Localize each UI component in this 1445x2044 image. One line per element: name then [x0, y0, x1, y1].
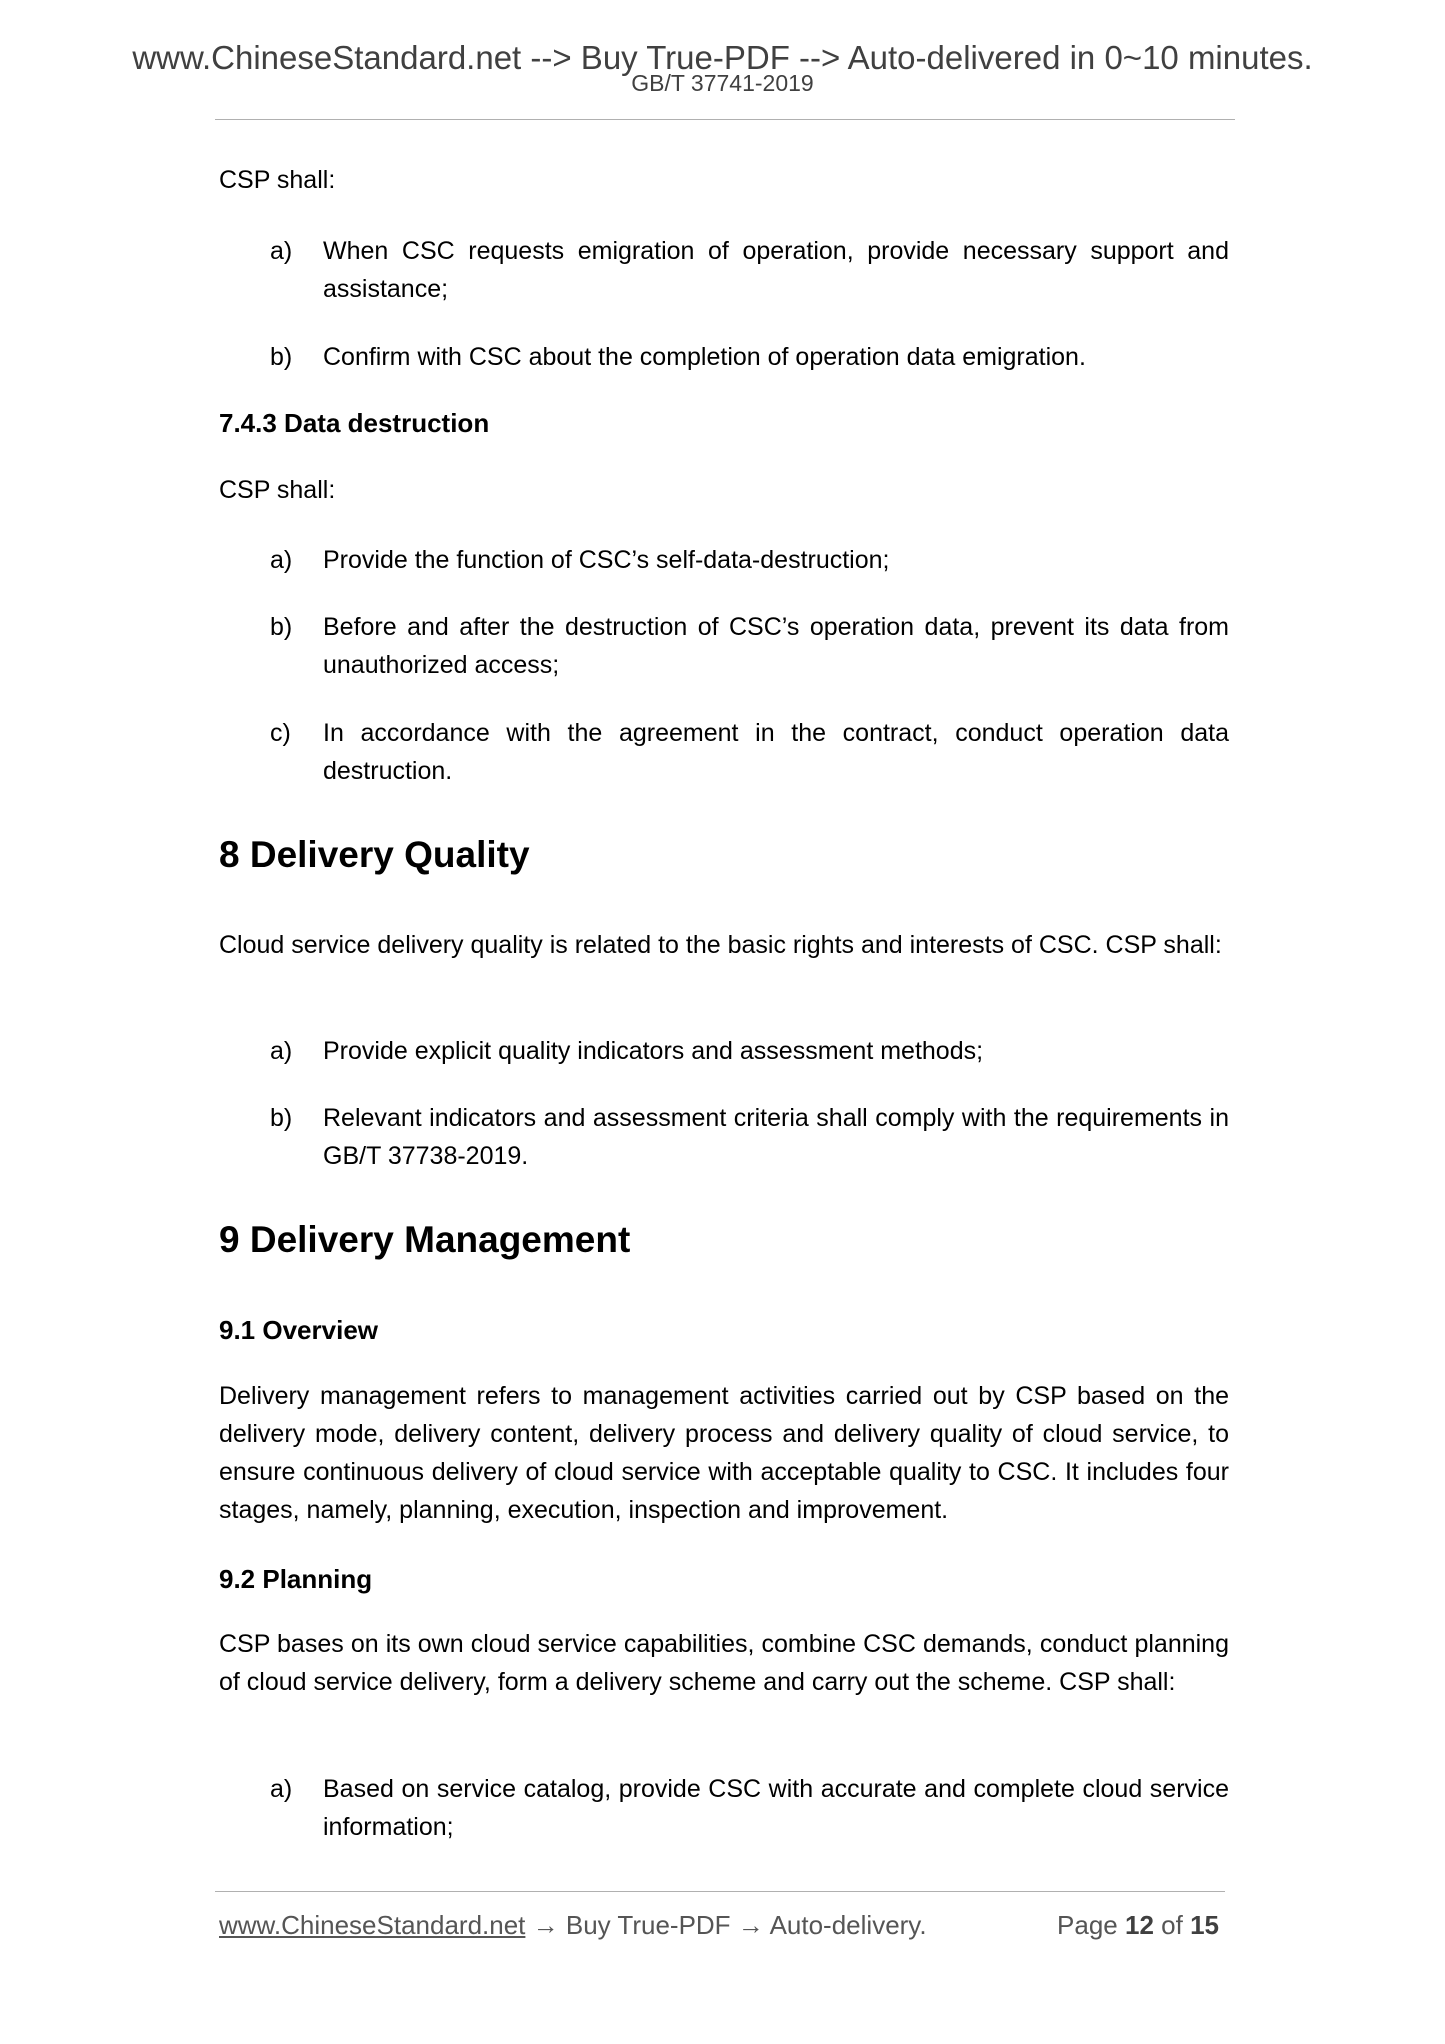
list-item: [270, 608, 1229, 684]
page-number: [1057, 1910, 1219, 1940]
section-heading-7-4-3: 7.4.3 Data destruction: [219, 408, 490, 438]
list-item-label: a): [270, 1037, 293, 1065]
list-item-label: b): [270, 613, 293, 641]
list-item-label: b): [270, 1104, 293, 1132]
standard-code: GB/T 37741-2019: [631, 70, 814, 96]
paragraph-planning: CSP bases on its own cloud service capabilities, combine CSC demands, conduct planning of cloud service delivery, form a delivery scheme and carry out the scheme. CSP shall:: [219, 1630, 1229, 1696]
list-item: [270, 714, 1229, 790]
footer-promo-text: → Buy True-PDF → Auto-delivery.: [525, 1910, 927, 1940]
section-heading-9: 9 Delivery Management: [219, 1219, 631, 1260]
list-item: [270, 541, 1229, 579]
list-item: [270, 1770, 1229, 1846]
list-item-label: a): [270, 1775, 293, 1803]
list-item-label: c): [270, 719, 291, 747]
list-item-text: Provide the function of CSC’s self-data-destruction;: [323, 546, 890, 574]
page-word: Page: [1057, 1910, 1118, 1940]
paragraph-delivery-quality: Cloud service delivery quality is related to the basic rights and interests of CSC. CSP shall:: [219, 931, 1222, 959]
page-footer: [219, 1910, 1229, 1940]
paragraph-overview: Delivery management refers to management activities carried out by CSP based on the delivery mode, delivery content, delivery process and delivery quality of cloud service, to ensure continuous delivery of cloud service with acceptable quality to CSC. It includes four stages, namely, planning, execution, inspection and improvement.: [219, 1382, 1229, 1524]
page-total: 15: [1190, 1910, 1219, 1940]
list-item-text: Confirm with CSC about the completion of operation data emigration.: [323, 343, 1086, 371]
list-item: [270, 1032, 1229, 1070]
list-item-text: Provide explicit quality indicators and assessment methods;: [323, 1037, 984, 1065]
list-item-label: a): [270, 546, 293, 574]
list-item: [270, 338, 1229, 376]
list-item-text: Before and after the destruction of CSC’s operation data, prevent its data from unauthorized access;: [323, 613, 1229, 679]
section-heading-9-1: 9.1 Overview: [219, 1315, 378, 1345]
page-current: 12: [1125, 1910, 1154, 1940]
list-item: [270, 232, 1229, 308]
top-banner: www.ChineseStandard.net --> Buy True-PDF --> Auto-delivered in 0~10 minutes.: [132, 39, 1313, 76]
footer-divider: [215, 1891, 1225, 1892]
list-item-text: Relevant indicators and assessment criteria shall comply with the requirements in GB/T 37738-2019.: [323, 1104, 1229, 1170]
list-item-label: a): [270, 237, 293, 265]
section-heading-8: 8 Delivery Quality: [219, 834, 530, 875]
paragraph-csp-shall-1: CSP shall:: [219, 166, 336, 194]
list-item-text: In accordance with the agreement in the contract, conduct operation data destruction.: [323, 719, 1229, 785]
list-item: [270, 1099, 1229, 1175]
of-word: of: [1161, 1910, 1183, 1940]
list-item-text: When CSC requests emigration of operation, provide necessary support and assistance;: [323, 237, 1229, 303]
list-item-text: Based on service catalog, provide CSC with accurate and complete cloud service information;: [323, 1775, 1229, 1841]
section-heading-9-2: 9.2 Planning: [219, 1564, 373, 1594]
footer-site-link[interactable]: www.ChineseStandard.net: [219, 1910, 526, 1940]
list-item-label: b): [270, 343, 293, 371]
paragraph-csp-shall-2: CSP shall:: [219, 476, 336, 504]
